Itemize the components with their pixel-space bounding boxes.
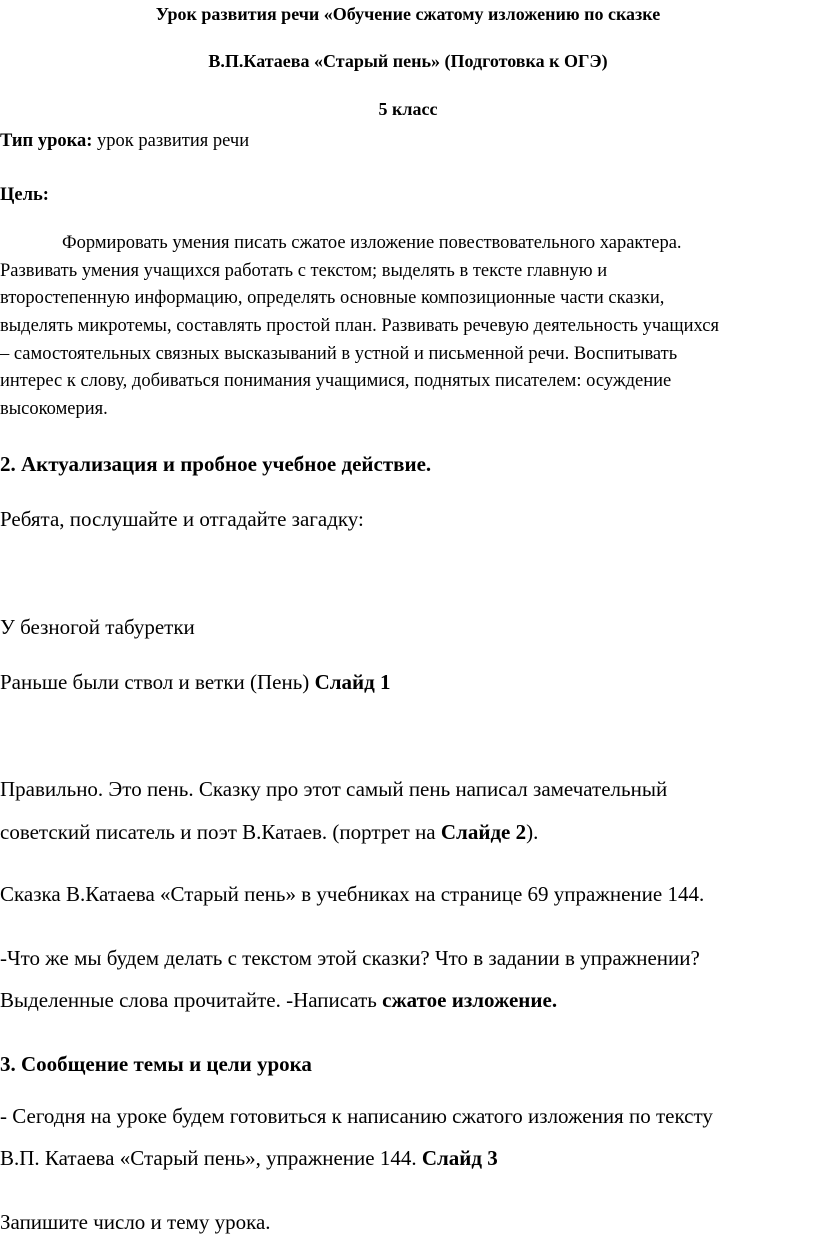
lesson-type-label: Тип урока: [0,131,93,151]
goal-paragraph-line: интерес к слову, добиваться понимания учащимися, поднятых писателем: осуждение [0,371,672,391]
section-3-heading: 3. Сообщение темы и цели урока [0,1052,312,1076]
goal-paragraph-line: Развивать умения учащихся работать с текстом; выделять в тексте главную и [0,261,608,281]
topic-line-1: - Сегодня на уроке будем готовиться к написанию сжатого изложения по тексту [0,1104,713,1128]
goal-paragraph-line: выделять микротемы, составлять простой план. Развивать речевую деятельность учащихся [0,316,719,336]
textbook-reference: Сказка В.Катаева «Старый пень» в учебниках на странице 69 упражнение 144. [0,882,705,906]
goal-paragraph-line: высокомерия. [0,399,108,419]
riddle-line-2: Раньше были ствол и ветки (Пень) Слайд 1 [0,670,391,694]
lesson-grade: 5 класс [378,99,438,119]
slide-1-ref: Слайд 1 [314,670,391,694]
lesson-title-line-1: Урок развития речи «Обучение сжатому изложению по сказке [155,4,661,24]
goal-paragraph-line: второстепенную информацию, определять основные композиционные части сказки, [0,288,665,308]
slide-3-ref: Слайд 3 [421,1146,498,1170]
answer-line-1: Правильно. Это пень. Сказку про этот самый пень написал замечательный [0,777,668,801]
summary-term: сжатое изложение. [382,988,558,1012]
slide-2-ref: Слайде 2 [440,820,527,844]
lesson-type-value: урок развития речи [92,131,250,151]
section-2-heading: 2. Актуализация и пробное учебное действие. [0,452,432,476]
answer-line-2: советский писатель и поэт В.Катаев. (портрет на Слайде 2). [0,820,539,844]
riddle-line-1: У безногой табуретки [0,615,195,639]
question-line-2: Выделенные слова прочитайте. -Написать сжатое изложение. [0,988,558,1012]
lesson-title-line-2: В.П.Катаева «Старый пень» (Подготовка к ОГЭ) [208,51,608,71]
goal-paragraph-line: – самостоятельных связных высказываний в устной и письменной речи. Воспитывать [0,344,678,364]
riddle-intro: Ребята, послушайте и отгадайте загадку: [0,507,364,531]
topic-line-2: В.П. Катаева «Старый пень», упражнение 144. Слайд 3 [0,1146,498,1170]
goal-label: Цель: [0,185,49,205]
instruction-line: Запишите число и тему урока. [0,1210,271,1234]
lesson-type [0,131,249,152]
goal-paragraph-line: Формировать умения писать сжатое изложение повествовательного характера. [62,233,682,253]
question-line-1: -Что же мы будем делать с текстом этой сказки? Что в задании в упражнении? [0,946,700,970]
